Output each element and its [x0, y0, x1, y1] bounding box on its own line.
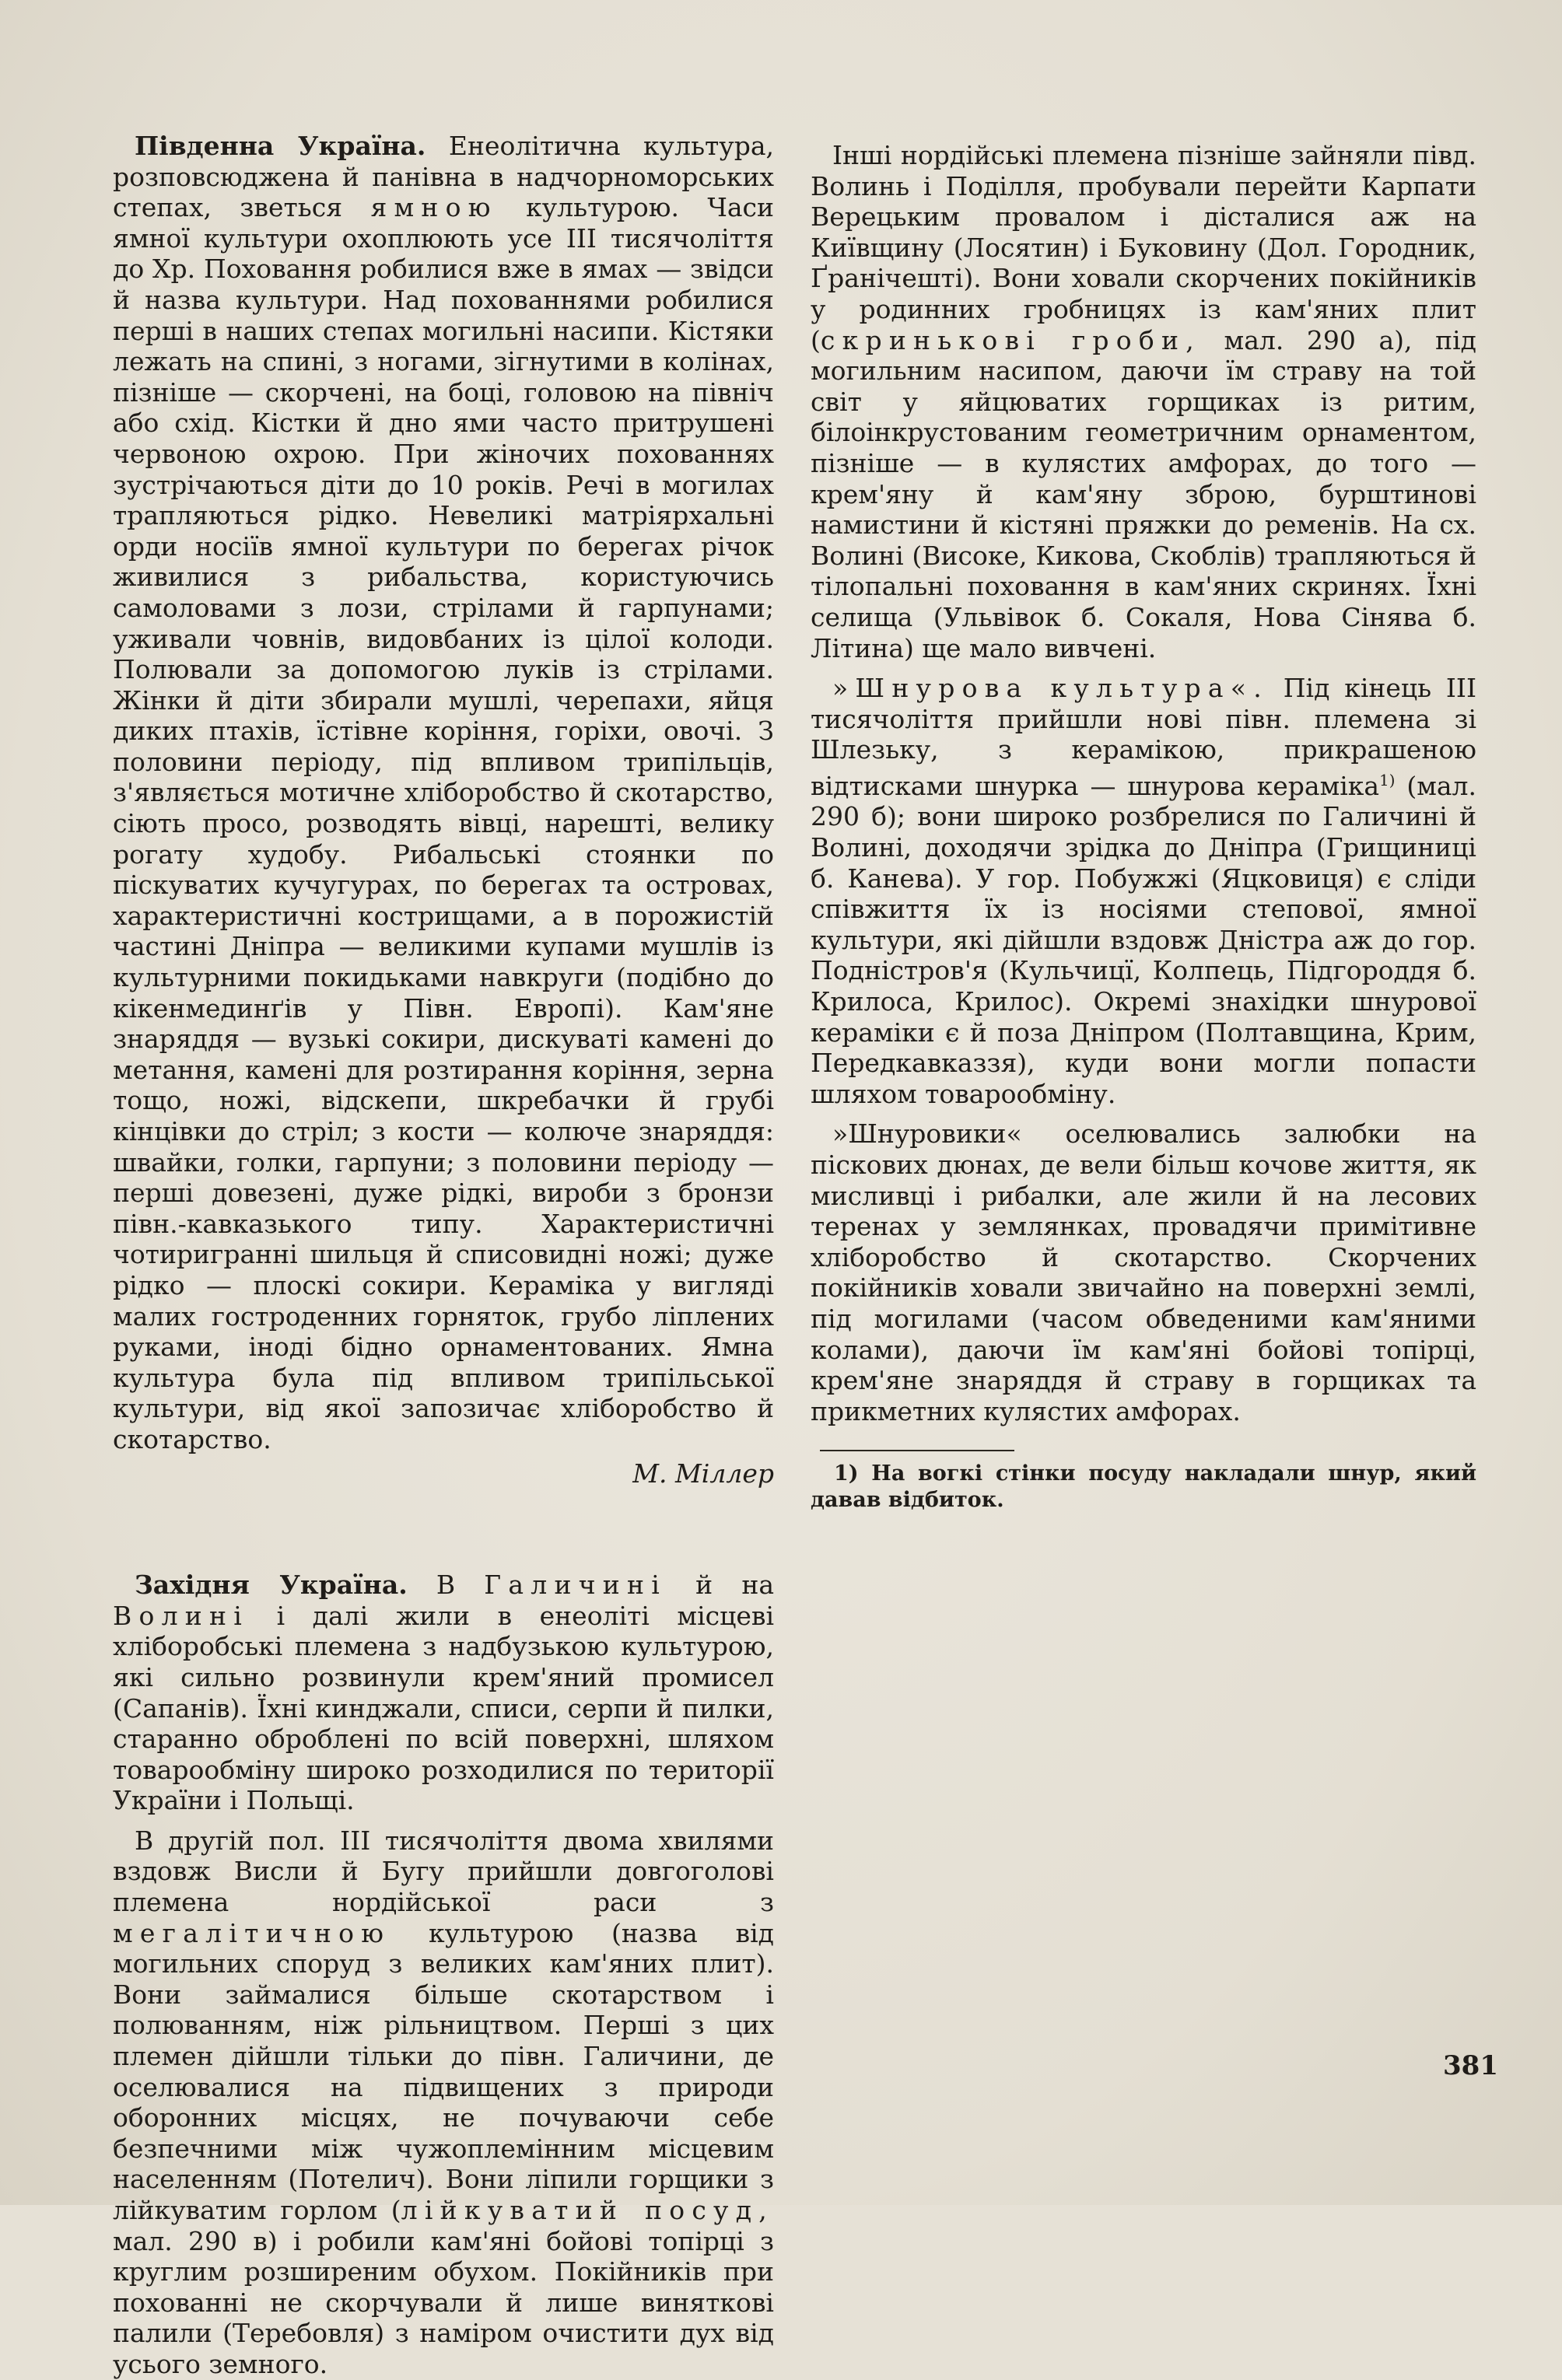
spaced-term: Волині [113, 1600, 250, 1631]
section-west-paragraph-4 [811, 673, 1476, 1109]
text-run: культурою (назва від могильних споруд з великих кам'яних плит). Вони займалися більше скотарством і полюванням, ніж рільництвом. Перші з цих племен дійшли тільки до півн. Галичини, де оселювалися на підвищених з природи оборонних місцях, не почуваючи себе безпечними між чужоплемінним місцевим населенням (Потелич). Вони ліпили горщики з лійкуватим горлом ( [113, 1917, 774, 2225]
section-heading-west: Західня Україна. [135, 1570, 408, 1601]
section-south-paragraph [113, 131, 774, 1455]
footnote-reference: 1) [1379, 771, 1396, 789]
right-column [811, 131, 1476, 1514]
footnote [811, 1461, 1476, 1514]
spaced-term: ямною [370, 192, 498, 223]
page-number: 381 [1443, 2050, 1498, 2081]
section-west-paragraph-2 [113, 1825, 774, 2380]
text-run: В другій пол. III тисячоліття двома хвилями вздовж Висли й Бугу прийшли довгоголові племена нордійської раси з [113, 1825, 774, 1918]
spaced-term: лійкуватий посуд, [401, 2195, 774, 2225]
author-signature: М. Міллер [632, 1458, 774, 1489]
spaced-term: »Шнурова культура«. [832, 673, 1269, 704]
left-column [113, 131, 774, 2380]
text-run: Енеолітична культура, розповсюджена й панівна в надчорноморських степах, зветься [113, 131, 774, 223]
text-run: Під кінець III тисячоліття прийшли нові півн. племена зі Шлезьку, з керамікою, прикрашеною відтисками шнурка — шнурова кераміка [811, 673, 1476, 801]
footnote-text: На вогкі стінки посуду накладали шнур, який давав відбиток. [811, 1461, 1476, 1513]
text-run: Інші нордійські племена пізніше зайняли півд. Волинь і Поділля, пробували перейти Карпати Верецьким провалом і дісталися аж на Київщину (Лосятин) і Буковину (Дол. Городник, Ґранічешті). Вони ховали скорчених покійників у родинних гробницях із кам'яних плит ( [811, 140, 1476, 355]
text-run: культурою. Часи ямної культури охоплюють усе III тисячоліття до Хр. Поховання робилися вже в ямах — звідси й назва культури. Над похованнями робилися перші в наших степах могильні насипи. Кістяки лежать на спині, з ногами, зігнутими в колінах, пізніше — скорчені, на боці, головою на північ або схід. Кістки й дно ями часто притрушені червоною охрою. При жіночих похованнях зустрічаються діти до 10 років. Речі в могилах трапляються рідко. Невеликі матріярхальні орди носіїв ямної культури по берегах річок живилися з рибальства, користуючись самоловами з лози, стрілами й гарпунами; уживали човнів, видовбаних із цілої колоди. Полювали за допомогою луків із стрілами. Жінки й діти збирали мушлі, черепахи, яйця диких птахів, їстівне коріння, горіхи, овочі. З половини періоду, під впливом трипільців, з'являється мотичне хліборобство й скотарство, сіють просо, розводять вівці, нарешті, велику рогату худобу. Рибальські стоянки по піскуватих кучугурах, по берегах та островах, характеристичні кострищами, а в порожистій частині Дніпра — великими купами мушлів із культурними покидьками навкруги (подібно до кікенмединґів у Півн. Европі). Кам'яне знаряддя — вузькі сокири, дискуваті камені до метання, камені для розтирання коріння, зерна тощо, ножі, відскепи, шкребачки й грубі кінцівки до стріл; з кости — колюче знаряддя: швайки, голки, гарпуни; з половини періоду — перші довезені, дуже рідкі, вироби з бронзи півн.-кавказького типу. Характеристичні чотиригранні шильця й списовидні ножі; дуже рідко — плоскі сокири. Кераміка у вигляді малих гостроденних горняток, грубо ліплених руками, іноді бідно орнаментованих. Ямна культура була під впливом трипільської культури, від якої запозичає хліборобство й скотарство. [113, 192, 774, 1454]
spaced-term: скринькові гроби, [820, 324, 1201, 355]
text-run: й на [667, 1570, 774, 1601]
footnote-mark: 1) [834, 1461, 859, 1486]
text-run: (мал. 290 б); вони широко розбрелися по Галичині й Волині, доходячи зрідка до Дніпра (Грищиниці б. Канева). У гор. Побужжі (Яцковиця) є сліди співжиття їх із носіями степової, ямної культури, які дійшли вздовж Дністра аж до гор. Подністров'я (Кульчицї, Колпець, Підгороддя б. Крилоса, Крилос). Окремі знахідки шнурової кераміки є й поза Дніпром (Полтавщина, Крим, Передкавказзя), куди вони могли попасти шляхом товарообміну. [811, 770, 1476, 1109]
text-run: мал. 290 в) і робили кам'яні бойові топірці з круглим розширеним обухом. Покійників при похованні не скорчували й лише виняткові палили (Теребовля) з наміром очистити дух від усього земного. [113, 2225, 774, 2379]
spaced-term: Галичині [484, 1570, 667, 1601]
text-run: і далі жили в енеоліті місцеві хліборобські племена з надбузькою культурою, які сильно розвинули крем'яний промисел (Сапанів). Їхні кинджали, списи, серпи й пилки, старанно оброблені по всій поверхні, шляхом товарообміну широко розходилися по території України і Польщі. [113, 1600, 774, 1816]
text-run: мал. 290 а), під могильним насипом, даючи їм страву на той світ у яйцюватих горщиках із ритим, білоінкрустованим геометричним орнаментом, пізніше — в кулястих амфорах, до того — крем'яну й кам'яну зброю, бурштинові намистини й кістяні пряжки до ременів. На сх. Волині (Високе, Кикова, Скоблів) трапляються й тілопальні поховання в кам'яних скринях. Їхні селища (Ульвівок б. Сокаля, Нова Сінява б. Літина) ще мало вивчені. [811, 324, 1476, 663]
section-west-paragraph-5: »Шнуровики« оселювались залюбки на піскових дюнах, де вели більш кочове життя, як мисливці і рибалки, але жили й на лесових теренах у землянках, провадячи примітивне хліборобство й скотарство. Скорчених покійників ховали звичайно на поверхні землі, під могилами (часом обведеними кам'яними колами), даючи їм кам'яні бойові топірці, крем'яне знаряддя й страву в горщиках та прикметних кулястих амфорах. [811, 1118, 1476, 1426]
section-heading-south: Південна Україна. [135, 131, 426, 161]
footnote-divider [820, 1450, 1014, 1451]
text-run: В [407, 1570, 485, 1601]
section-west-paragraph-1 [113, 1570, 774, 1816]
spaced-term: мегалітичною [113, 1917, 391, 1948]
section-west-paragraph-3 [811, 140, 1476, 663]
